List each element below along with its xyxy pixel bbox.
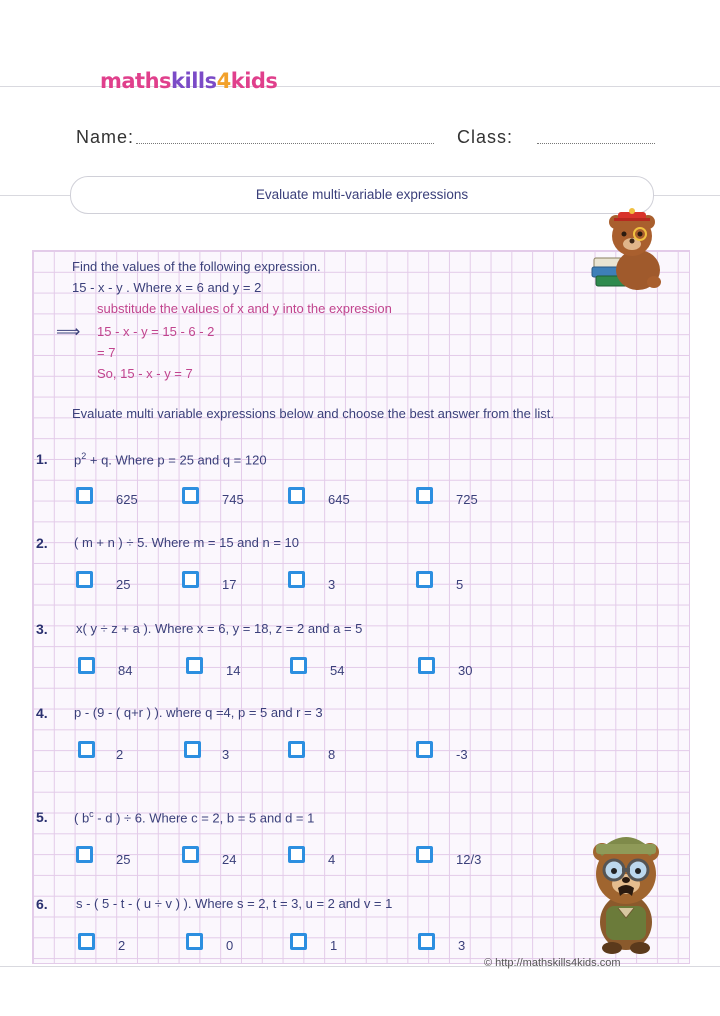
- answer-option: 1: [330, 938, 338, 953]
- answer-checkbox[interactable]: [290, 933, 307, 950]
- bear-with-books-illustration: [588, 204, 670, 296]
- answer-option: 645: [328, 492, 350, 507]
- question-number: 1.: [36, 451, 48, 467]
- answer-option: 25: [116, 577, 131, 592]
- answer-checkbox[interactable]: [416, 741, 433, 758]
- answer-option: 24: [222, 852, 237, 867]
- bear-with-goggles-illustration: [584, 822, 668, 956]
- answer-option: 745: [222, 492, 244, 507]
- question-text-part: - d ) ÷ 6. Where c = 2, b = 5 and d = 1: [93, 810, 315, 826]
- answer-option: 12/3: [456, 852, 482, 867]
- answer-checkbox[interactable]: [186, 657, 203, 674]
- example-step-note: substitude the values of x and y into the expression: [97, 301, 392, 316]
- answer-option: 3: [328, 577, 336, 592]
- answer-checkbox[interactable]: [416, 846, 433, 863]
- answer-checkbox[interactable]: [78, 933, 95, 950]
- exponent: 2: [81, 451, 87, 461]
- logo-part: maths: [100, 69, 172, 93]
- worksheet-title: Evaluate multi-variable expressions: [70, 176, 654, 214]
- answer-option: 8: [328, 747, 336, 762]
- answer-option: 3: [222, 747, 230, 762]
- answer-checkbox[interactable]: [288, 487, 305, 504]
- answer-option: 14: [226, 663, 241, 678]
- logo-part: kills: [171, 69, 217, 93]
- answer-checkbox[interactable]: [76, 487, 93, 504]
- answer-checkbox[interactable]: [290, 657, 307, 674]
- question-text: [74, 451, 267, 467]
- answer-checkbox[interactable]: [184, 741, 201, 758]
- answer-checkbox[interactable]: [418, 933, 435, 950]
- question-text-part: + q. Where p = 25 and q = 120: [86, 452, 267, 468]
- answer-checkbox[interactable]: [76, 846, 93, 863]
- answer-checkbox[interactable]: [182, 487, 199, 504]
- question-number: 2.: [36, 535, 48, 551]
- answer-checkbox[interactable]: [418, 657, 435, 674]
- question-number: 4.: [36, 705, 48, 721]
- arrow-icon: ⟹: [56, 322, 81, 341]
- answer-option: 25: [116, 852, 131, 867]
- answer-option: 54: [330, 663, 345, 678]
- question-text: s - ( 5 - t - ( u ÷ v ) ). Where s = 2, t = 3, u = 2 and v = 1: [76, 896, 393, 911]
- question-text: ( m + n ) ÷ 5. Where m = 15 and n = 10: [74, 535, 299, 550]
- question-text-part: ( b: [74, 810, 90, 826]
- class-label: Class:: [457, 127, 514, 147]
- name-label: Name:: [76, 127, 135, 147]
- logo-part: 4: [216, 69, 231, 93]
- example-expression: 15 - x - y . Where x = 6 and y = 2: [72, 280, 262, 295]
- example-intro: Find the values of the following expression.: [72, 259, 321, 274]
- answer-checkbox[interactable]: [186, 933, 203, 950]
- example-result: = 7: [97, 345, 116, 360]
- instruction-text: Evaluate multi variable expressions below and choose the best answer from the list.: [72, 406, 554, 421]
- question-text: [74, 809, 314, 825]
- answer-checkbox[interactable]: [76, 571, 93, 588]
- answer-checkbox[interactable]: [78, 741, 95, 758]
- answer-option: 625: [116, 492, 138, 507]
- answer-option: 2: [118, 938, 126, 953]
- answer-option: 84: [118, 663, 133, 678]
- answer-option: 3: [458, 938, 466, 953]
- answer-option: 0: [226, 938, 234, 953]
- answer-option: 17: [222, 577, 237, 592]
- exponent: c: [89, 809, 94, 819]
- question-number: 6.: [36, 896, 48, 912]
- answer-checkbox[interactable]: [288, 846, 305, 863]
- answer-option: -3: [456, 747, 468, 762]
- class-field[interactable]: [537, 143, 655, 144]
- example-substitution: 15 - x - y = 15 - 6 - 2: [97, 324, 215, 339]
- answer-option: 2: [116, 747, 124, 762]
- answer-checkbox[interactable]: [288, 741, 305, 758]
- question-text: x( y ÷ z + a ). Where x = 6, y = 18, z = 2 and a = 5: [76, 621, 363, 636]
- answer-checkbox[interactable]: [182, 571, 199, 588]
- answer-option: 30: [458, 663, 473, 678]
- footer-url: © http://mathskills4kids.com: [484, 957, 621, 969]
- example-conclusion: So, 15 - x - y = 7: [97, 366, 193, 381]
- question-text: p - (9 - ( q+r ) ). where q =4, p = 5 and r = 3: [74, 705, 323, 720]
- answer-checkbox[interactable]: [416, 487, 433, 504]
- name-field[interactable]: [136, 143, 434, 144]
- question-text-part: p: [74, 452, 82, 468]
- answer-option: 4: [328, 852, 336, 867]
- answer-checkbox[interactable]: [182, 846, 199, 863]
- answer-option: 725: [456, 492, 478, 507]
- answer-checkbox[interactable]: [288, 571, 305, 588]
- question-number: 5.: [36, 809, 48, 825]
- answer-checkbox[interactable]: [416, 571, 433, 588]
- site-logo: [100, 66, 277, 96]
- answer-option: 5: [456, 577, 464, 592]
- question-number: 3.: [36, 621, 48, 637]
- logo-part: kids: [230, 69, 278, 93]
- answer-checkbox[interactable]: [78, 657, 95, 674]
